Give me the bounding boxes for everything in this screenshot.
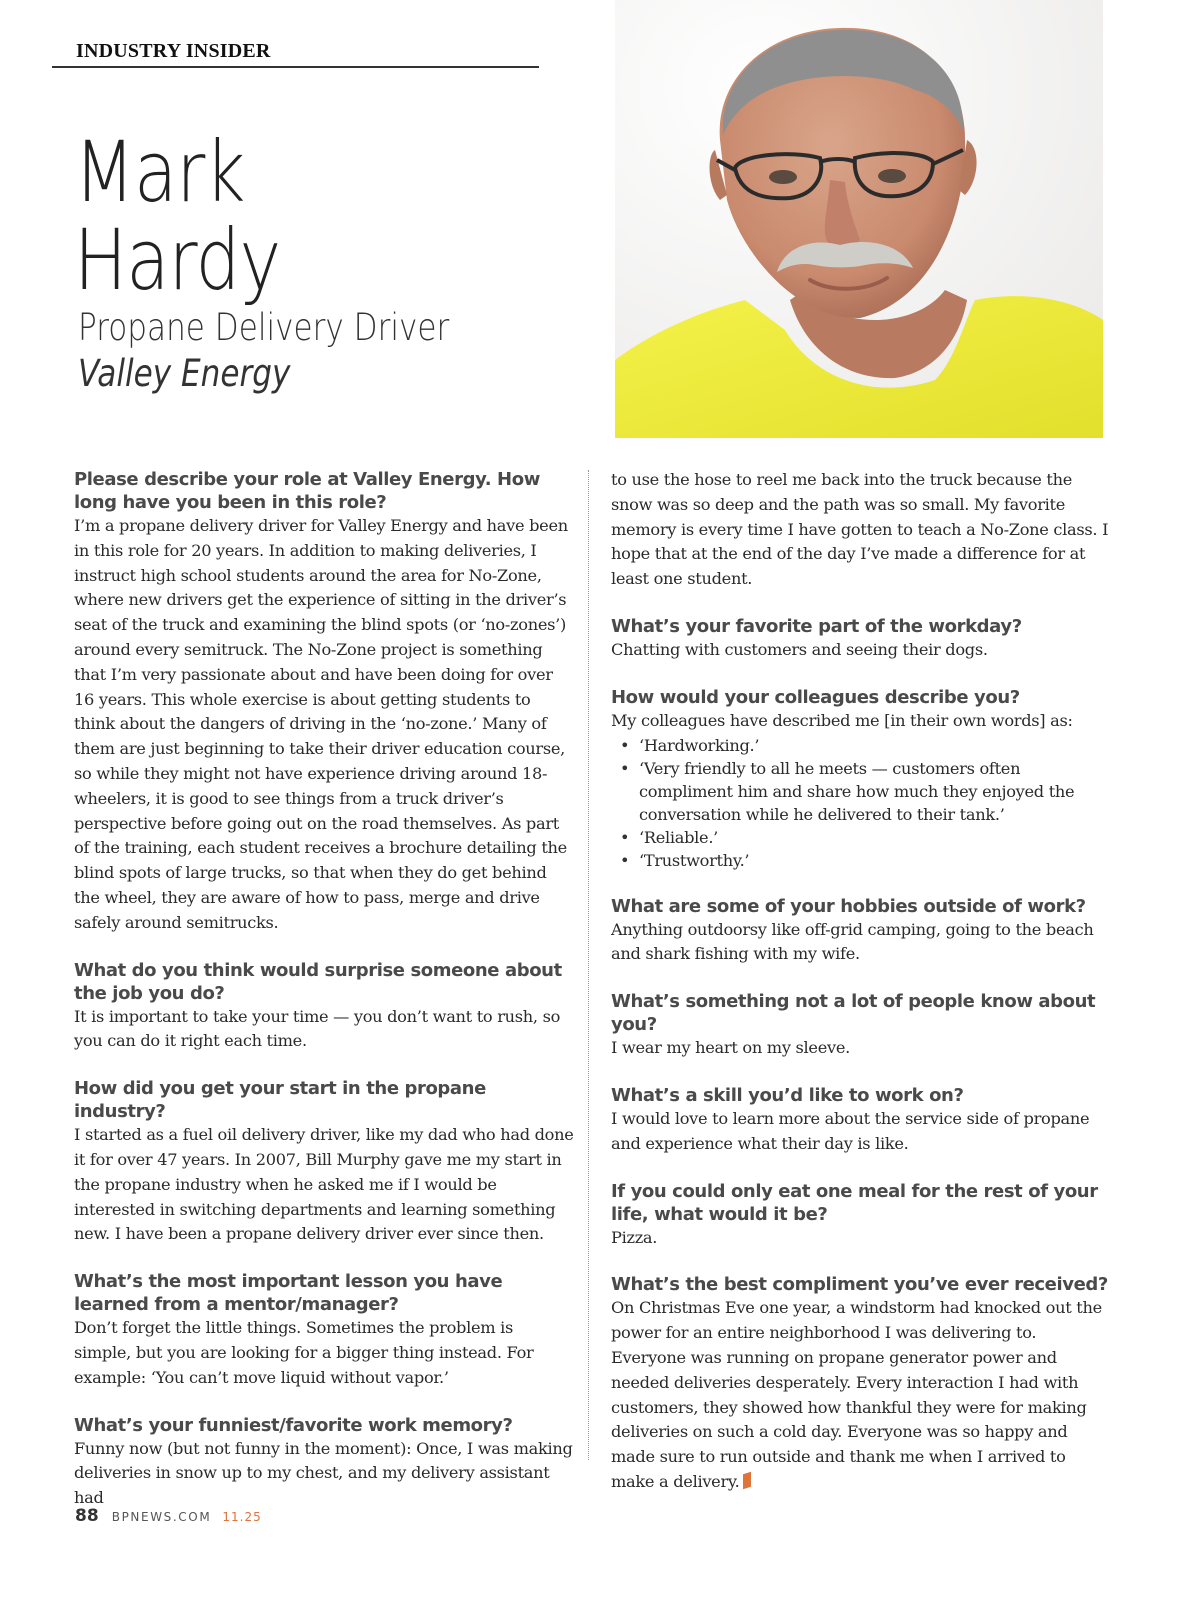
answer: I’m a propane delivery driver for Valley Energy and have been in this role for 20 years. In addition to making deliveries, I instruct high school students around the area for No-Zone, where new drivers get the experience of sitting in the driver’s seat of the truck and examining the blind spots (or ‘no-zones’) around every semitruck. The No-Zone project is something that I’m very passionate about and have been doing for over 16 years. This whole exercise is about getting students to think about the dangers of driving in the ‘no-zone.’ Many of them are just beginning to take their driver education course, so while they might not have experience driving around 18-wheelers, it is good to see things from a truck driver’s perspective before going out on the road themselves. As part of the training, each student receives a brochure detailing the blind spots of large trucks, so that when they do get behind the wheel, they are aware of how to pass, merge and drive safely around semitrucks. bbox=[74, 516, 568, 932]
question: What’s the best compliment you’ve ever received? bbox=[611, 1274, 1108, 1296]
right-column bbox=[611, 468, 1111, 1518]
question: What’s something not a lot of people know about you? bbox=[611, 991, 1096, 1036]
page-number: 88 bbox=[75, 1506, 99, 1526]
qa-item bbox=[74, 1414, 574, 1511]
profile-name bbox=[74, 123, 281, 309]
section-label: INDUSTRY INSIDER bbox=[76, 40, 271, 62]
answer: My colleagues have described me [in their own words] as: bbox=[611, 710, 1073, 730]
question: What’s your favorite part of the workday? bbox=[611, 615, 1022, 637]
column-divider bbox=[588, 470, 589, 1460]
last-name: Hardy bbox=[74, 211, 281, 309]
company-name: Valley Energy bbox=[78, 352, 291, 395]
list-item: • ‘Reliable.’ bbox=[639, 826, 1111, 849]
qa-item bbox=[611, 1273, 1111, 1494]
website: BPNEWS.COM bbox=[111, 1510, 212, 1524]
qa-item bbox=[74, 959, 574, 1055]
question: What do you think would surprise someone about the job you do? bbox=[74, 959, 562, 1004]
question: What are some of your hobbies outside of work? bbox=[611, 895, 1086, 917]
portrait-illustration bbox=[615, 0, 1103, 438]
answer: Funny now (but not funny in the moment): Once, I was making deliveries in snow up to my chest, and my delivery assistant had bbox=[74, 1438, 573, 1508]
end-of-article-icon bbox=[743, 1472, 751, 1490]
qa-item bbox=[611, 1180, 1111, 1251]
first-name: Mark bbox=[74, 123, 245, 221]
right-eye bbox=[878, 169, 906, 183]
answer: Anything outdoorsy like off-grid camping, going to the beach and shark fishing with my wife. bbox=[611, 919, 1094, 964]
qa-item bbox=[74, 1270, 574, 1390]
list-item: • ‘Very friendly to all he meets — customers often compliment him and share how much they enjoyed the conversation while he delivered to their tank.’ bbox=[639, 757, 1111, 826]
list-item: • ‘Trustworthy.’ bbox=[639, 849, 1111, 872]
colleague-quotes-list bbox=[611, 734, 1111, 872]
answer: Pizza. bbox=[611, 1227, 658, 1247]
portrait-photo bbox=[615, 0, 1103, 438]
answer-continuation: to use the hose to reel me back into the truck because the snow was so deep and the path was so small. My favorite memory is every time I have gotten to teach a No-Zone class. I hope that at the end of the day I’ve made a difference for at least one student. bbox=[611, 470, 1109, 589]
section-divider bbox=[52, 66, 539, 68]
answer: On Christmas Eve one year, a windstorm had knocked out the power for an entire neighborhood I was delivering to. Everyone was running on propane generator power and needed deliveries desperately. Every interaction I had with customers, they showed how thankful they were for making deliveries on such a cold day. Everyone was so happy and made sure to run outside and thank me when I arrived to make a delivery. bbox=[611, 1298, 1102, 1491]
list-item: • ‘Hardworking.’ bbox=[639, 734, 1111, 757]
answer: Chatting with customers and seeing their dogs. bbox=[611, 639, 988, 659]
qa-item bbox=[611, 615, 1111, 663]
qa-item bbox=[611, 990, 1111, 1061]
page-footer bbox=[75, 1506, 262, 1526]
left-column bbox=[74, 468, 574, 1534]
answer: I started as a fuel oil delivery driver, like my dad who had done it for over 47 years. In 2007, Bill Murphy gave me my start in the propane industry when he asked me if I would be interested in switching departments and learning something new. I have been a propane delivery driver ever since then. bbox=[74, 1125, 574, 1244]
qa-item bbox=[74, 1077, 574, 1247]
question: Please describe your role at Valley Energy. How long have you been in this role? bbox=[74, 469, 540, 513]
answer: Don’t forget the little things. Sometimes the problem is simple, but you are looking for a bigger thing instead. For example: ‘You can’t move liquid without vapor.’ bbox=[74, 1318, 534, 1387]
answer: I would love to learn more about the service side of propane and experience what their day is like. bbox=[611, 1108, 1090, 1153]
question: What’s your funniest/favorite work memory? bbox=[74, 1414, 513, 1436]
qa-item bbox=[611, 1084, 1111, 1157]
left-eye bbox=[769, 170, 797, 184]
qa-item bbox=[611, 468, 1111, 592]
question: If you could only eat one meal for the rest of your life, what would it be? bbox=[611, 1180, 1098, 1225]
answer: It is important to take your time — you don’t want to rush, so you can do it right each time. bbox=[74, 1006, 561, 1051]
qa-item bbox=[611, 686, 1111, 872]
question: What’s a skill you’d like to work on? bbox=[611, 1084, 964, 1106]
qa-item bbox=[74, 468, 574, 936]
answer-with-end-mark bbox=[611, 1296, 1111, 1494]
issue-number: 11.25 bbox=[222, 1510, 262, 1524]
question: How would your colleagues describe you? bbox=[611, 686, 1020, 708]
question: How did you get your start in the propane industry? bbox=[74, 1078, 486, 1123]
job-title: Propane Delivery Driver bbox=[78, 306, 450, 349]
answer: I wear my heart on my sleeve. bbox=[611, 1038, 850, 1058]
qa-item bbox=[611, 895, 1111, 968]
question: What’s the most important lesson you have learned from a mentor/manager? bbox=[74, 1271, 503, 1316]
